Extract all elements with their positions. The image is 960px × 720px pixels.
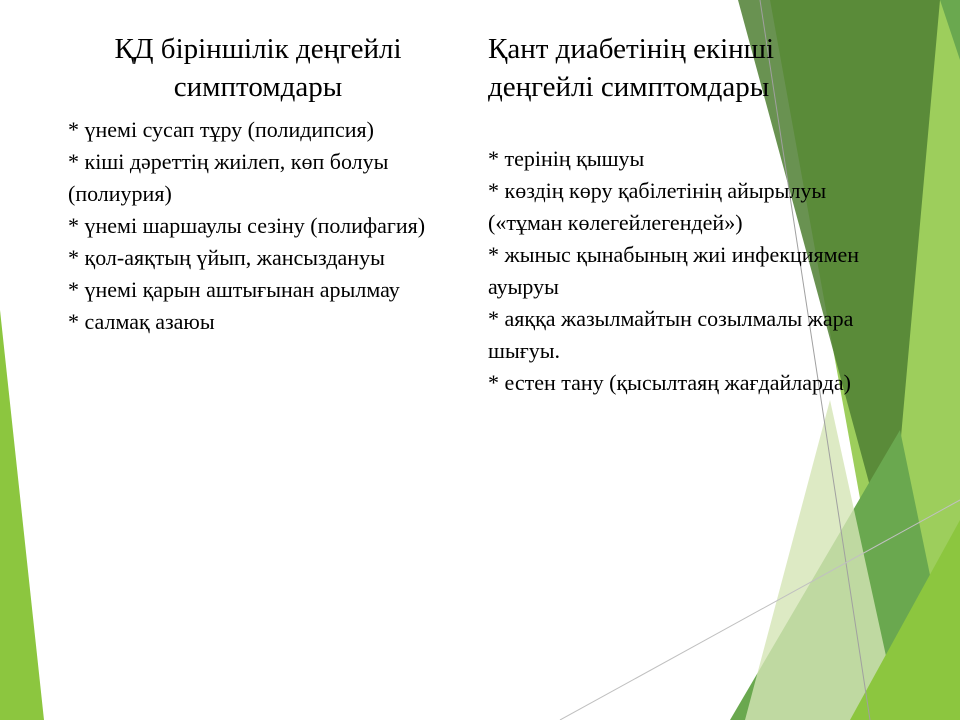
left-heading-line2: симптомдары (173, 71, 343, 103)
list-item: * салмақ азаюы (68, 309, 215, 334)
list-item: * үнемі шаршаулы сезіну (полифагия) (68, 213, 426, 238)
right-heading-line1: Қант диабетінің екінші (488, 33, 775, 65)
list-item: * жыныс қынабының жиі инфекциямен ауыруы (488, 242, 860, 299)
left-green-triangle (0, 310, 44, 720)
left-heading-line1: ҚД біріншілік деңгейлі (114, 33, 402, 65)
right-heading-line2: деңгейлі симптомдары (488, 71, 770, 103)
list-item: * аяққа жазылмайтын созылмалы жара шығуы. (488, 306, 854, 363)
right-symptom-list (488, 143, 888, 399)
right-column-heading (488, 30, 888, 106)
left-symptom-list (68, 114, 448, 338)
left-column (68, 30, 448, 338)
list-item: * терінің қышуы (488, 146, 645, 171)
list-item: * көздің көру қабілетінің айырылуы («тұман көлегейлегендей») (488, 178, 827, 235)
left-column-heading (68, 30, 448, 106)
list-item: * естен тану (қысылтаяң жағдайларда) (488, 370, 851, 395)
list-item: * қол-аяқтың үйып, жансыздануы (68, 245, 385, 270)
right-column (488, 30, 888, 399)
list-item: * үнемі қарын аштығынан арылмау (68, 277, 400, 302)
list-item: * үнемі сусап тұру (полидипсия) (68, 117, 374, 142)
list-item: * кіші дәреттің жиілеп, көп болуы (полиурия) (68, 149, 389, 206)
